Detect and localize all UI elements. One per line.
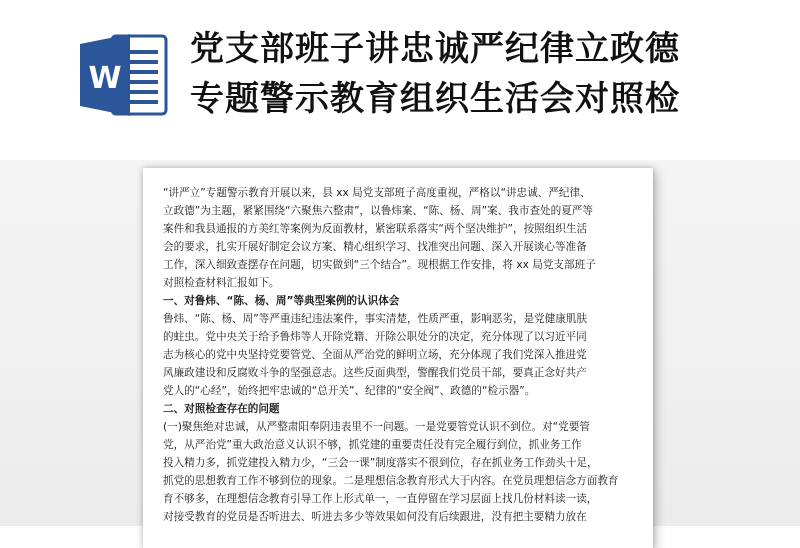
title-line-1: 党支部班子讲忠诚严纪律立政德 xyxy=(190,29,680,69)
paragraph-line: 对接受教育的党员是否听进去、听进去多少等效果如何没有后续跟进，没有把主要精力放在 xyxy=(163,511,587,523)
section-heading: 一、对鲁炜、“陈、杨、周”等典型案例的认识体会 xyxy=(163,295,400,307)
paragraph-line: 党人的“心经”，始终把牢忠诚的“总开关”、纪律的“安全阀”、政德的“检示器”。 xyxy=(163,385,536,397)
paragraph-line: 抓党的思想教育工作不够到位的现象。二是理想信念教育形式大于内容。在党员理想信念方面教育 xyxy=(163,475,619,487)
paragraph-line: 鲁炜、“陈、杨、周”等严重违纪违法案件，事实清楚，性质严重，影响恶劣，是党健康肌肤 xyxy=(163,313,588,325)
document-body xyxy=(163,184,638,526)
paragraph-line: 会的要求，扎实开展好制定会议方案、精心组织学习、找准突出问题、深入开展谈心等准备 xyxy=(163,241,587,253)
paragraph-line: 育不够多，在理想信念教育引导工作上形式单一，一直停留在学习层面上找几份材料读一读， xyxy=(163,493,598,505)
paragraph-line: 对照检查材料汇报如下。 xyxy=(163,277,280,289)
header-banner xyxy=(0,0,800,160)
paragraph-line: 党，从严治党”重大政治意义认识不够，抓党建的重要责任没有完全履行到位，抓业务工作 xyxy=(163,439,582,451)
paragraph-line: (一)聚焦绝对忠诚，从严整肃阳奉阴违表里不一问题。一是党要管党认识不到位。对“党要管 xyxy=(163,421,590,433)
page-title xyxy=(190,24,790,124)
paragraph-line: 的蛀虫。党中央关于给予鲁炜等人开除党籍、开除公职处分的决定，充分体现了以习近平同 xyxy=(163,331,587,343)
paragraph-line: 工作，深入细致查摆存在问题，切实做到“三个结合”。现根据工作安排，将 xx 局党支部班子 xyxy=(163,259,596,271)
word-logo-letter: W xyxy=(88,61,122,96)
paragraph-line: “讲严立”专题警示教育开展以来，县 xx 局党支部班子高度重视，严格以“讲忠诚、严纪律、 xyxy=(163,187,591,199)
paragraph-line: 风廉政建设和反腐败斗争的坚强意志。这些反面典型，警醒我们党员干部，要真正念好共产 xyxy=(163,367,587,379)
paragraph-line: 立政德”为主题，紧紧围绕“六聚焦六整肃”，以鲁炜案、“陈、杨、周”案、我市查处的夏严等 xyxy=(163,205,594,217)
word-document-icon xyxy=(78,30,170,120)
title-line-2: 专题警示教育组织生活会对照检 xyxy=(190,79,680,119)
section-heading: 二、对照检查存在的问题 xyxy=(163,403,280,415)
paragraph-line: 投入精力多，抓党建投入精力少，“三会一课”制度落实不很到位，存在抓业务工作劲头十足， xyxy=(163,457,598,469)
paragraph-line: 案件和我县通报的方美红等案例为反面教材，紧密联系落实“两个坚决维护”，按照组织生活 xyxy=(163,223,588,235)
document-page xyxy=(143,168,653,548)
paragraph-line: 志为核心的党中央坚持党要管党、全面从严治党的鲜明立场，充分体现了我们党深入推进党 xyxy=(163,349,587,361)
